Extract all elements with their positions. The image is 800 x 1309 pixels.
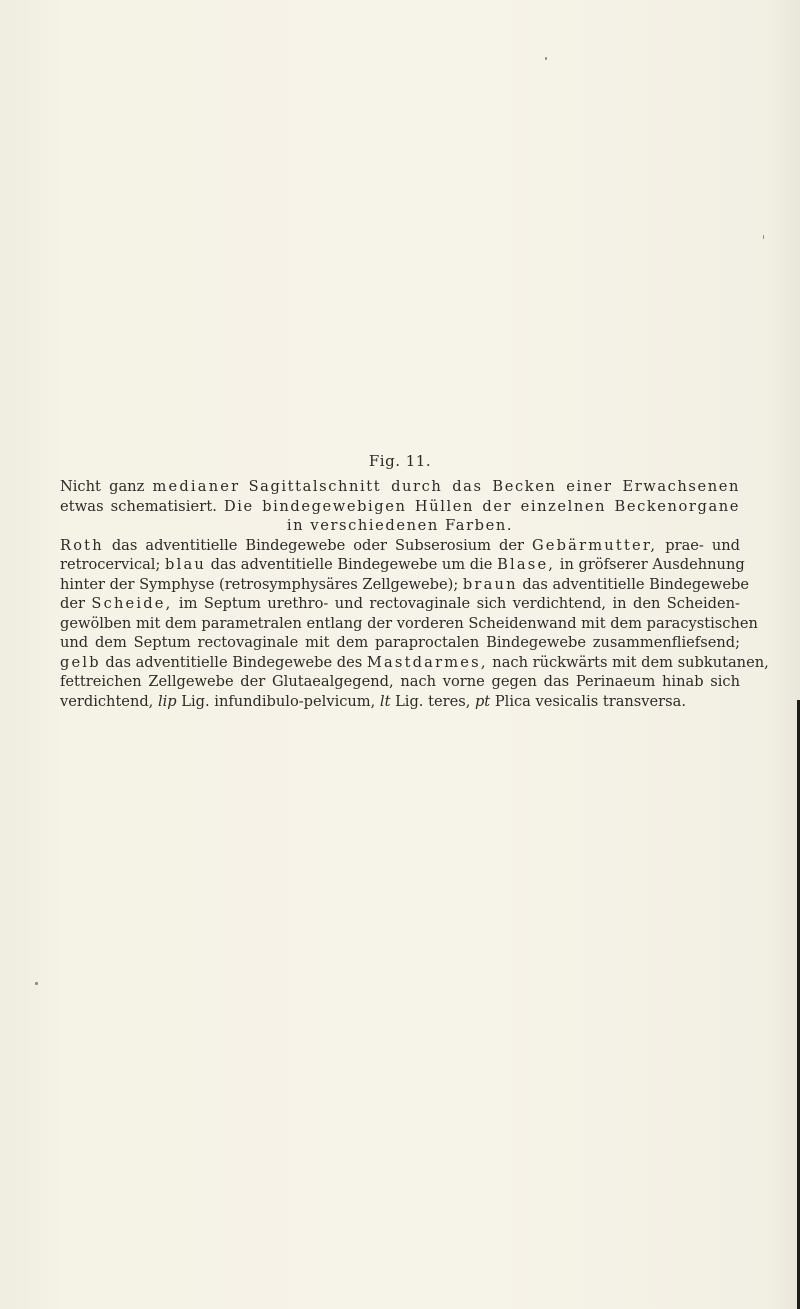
text-segment: Plica vesicalis transversa. — [490, 692, 686, 710]
text-segment: lt — [379, 692, 391, 710]
text-segment: gewölben mit dem parametralen entlang der vorderen Scheidenwand mit dem paracystischen — [60, 614, 758, 632]
text-segment: Die bindegewebigen Hüllen der einzelnen Beckenorgane — [223, 497, 740, 515]
text-segment: das adventitielle Bindegewebe oder Subserosium der — [103, 536, 532, 554]
text-segment: etwas schematisiert. — [60, 497, 224, 515]
legend-line — [60, 497, 740, 517]
text-segment: im Septum urethro- und rectovaginale sich verdichtend, in den Scheiden- — [172, 595, 740, 612]
scan-speck — [763, 235, 764, 239]
text-segment: Roth — [60, 536, 104, 554]
text-segment: das adventitielle Bindegewebe des — [100, 653, 367, 671]
text-segment: in gröfserer Ausdehnung — [555, 556, 745, 573]
text-segment: Nicht ganz — [60, 478, 153, 495]
text-segment: verdichtend, — [60, 692, 158, 710]
text-segment: braun — [462, 575, 518, 593]
legend-line — [60, 516, 740, 536]
text-segment: Lig. teres, — [390, 692, 475, 710]
text-segment: der — [60, 595, 92, 612]
text-segment: pt — [474, 692, 491, 710]
legend-text — [60, 477, 769, 711]
text-segment: medianer — [152, 478, 241, 495]
legend-line — [60, 653, 769, 673]
text-segment: in verschiedenen Farben. — [286, 517, 514, 534]
legend-line — [60, 633, 740, 653]
text-segment: das adventitielle Bindegewebe — [517, 575, 750, 593]
text-segment: gelb — [60, 653, 101, 671]
text-segment: das adventitielle Bindegewebe um die — [205, 556, 498, 573]
legend-line — [60, 477, 740, 497]
scan-speck — [35, 982, 38, 985]
legend-line — [60, 692, 740, 712]
legend-line — [60, 536, 740, 556]
text-segment: retrocervical; — [60, 556, 166, 573]
text-segment: Scheide, — [91, 595, 173, 612]
legend-line — [60, 614, 758, 634]
text-segment: lip — [157, 692, 177, 710]
text-segment: Blase, — [497, 556, 556, 573]
figure-caption: Fig. 11. — [368, 452, 432, 470]
text-segment: hinter der Symphyse (retrosymphysäres Zellgewebe); — [60, 575, 463, 593]
legend-line — [60, 555, 745, 575]
text-segment — [240, 478, 248, 495]
text-segment: Gebärmutter, — [531, 536, 658, 554]
scan-speck — [545, 57, 547, 60]
text-segment: blau — [165, 556, 206, 573]
text-segment: Sagittalschnitt durch das Becken einer Erwachsenen — [248, 478, 740, 495]
text-segment: Lig. infundibulo-pelvicum, — [176, 692, 380, 710]
text-segment: Mastdarmes, — [366, 653, 488, 671]
text-segment: nach rückwärts mit dem subkutanen, — [487, 653, 769, 671]
text-segment: prae- und — [657, 536, 740, 554]
legend-line — [60, 672, 740, 692]
text-segment: und dem Septum rectovaginale mit dem paraproctalen Bindegewebe zusammenfliefsend; — [60, 634, 740, 651]
legend-line — [60, 575, 750, 595]
text-segment: fettreichen Zellgewebe der Glutaealgegend, nach vorne gegen das Perinaeum hinab sich — [60, 673, 740, 690]
legend-line — [60, 594, 740, 614]
